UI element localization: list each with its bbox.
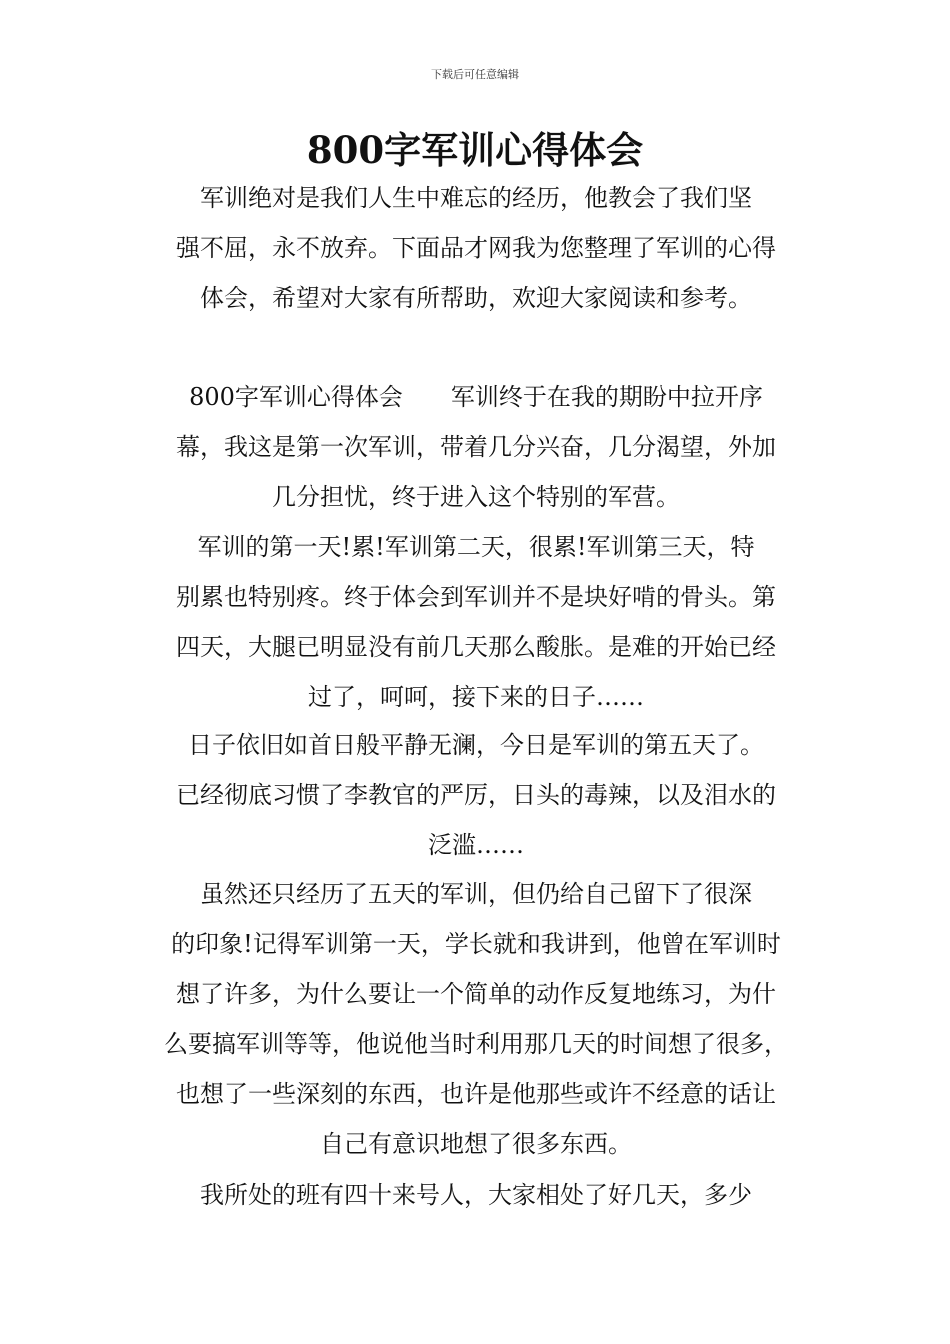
paragraph-line: 的印象!记得军训第一天，学长就和我讲到，他曾在军训时: [171, 930, 781, 958]
paragraph-line: 强不屈，永不放弃。下面品才网我为您整理了军训的心得: [176, 234, 776, 262]
paragraph-line: 军训的第一天!累!军训第二天，很累!军训第三天，特: [197, 533, 755, 561]
paragraph-line: 体会，希望对大家有所帮助，欢迎大家阅读和参考。: [200, 284, 752, 312]
paragraph-line: 我所处的班有四十来号人，大家相处了好几天，多少: [200, 1181, 752, 1209]
header-note: 下载后可任意编辑: [431, 68, 519, 81]
paragraph-line: 泛滥……: [428, 831, 524, 859]
paragraph-line: 想了许多，为什么要让一个简单的动作反复地练习，为什: [176, 980, 776, 1008]
paragraph-line: 四天，大腿已明显没有前几天那么酸胀。是难的开始已经: [176, 633, 776, 661]
paragraph-line: 已经彻底习惯了李教官的严厉，日头的毒辣，以及泪水的: [176, 781, 776, 809]
paragraph-line: 也想了一些深刻的东西，也许是他那些或许不经意的话让: [176, 1080, 776, 1108]
paragraph-line: 幕，我这是第一次军训，带着几分兴奋，几分渴望，外加: [176, 433, 776, 461]
paragraph-line: 么要搞军训等等，他说他当时利用那几天的时间想了很多，: [164, 1030, 788, 1058]
paragraph-line: 几分担忧，终于进入这个特别的军营。: [272, 483, 680, 511]
paragraph-line: 虽然还只经历了五天的军训，但仍给自己留下了很深: [200, 880, 752, 908]
paragraph-line: 军训绝对是我们人生中难忘的经历，他教会了我们坚: [200, 184, 752, 212]
paragraph-line: 自己有意识地想了很多东西。: [320, 1130, 632, 1158]
paragraph-line: 过了，呵呵，接下来的日子……: [308, 683, 644, 711]
document-title: 800字军训心得体会: [306, 128, 644, 172]
paragraph-line: 别累也特别疼。终于体会到军训并不是块好啃的骨头。第: [176, 583, 776, 611]
paragraph-line: 800字军训心得体会 军训终于在我的期盼中拉开序: [189, 383, 763, 411]
paragraph-line: 日子依旧如首日般平静无澜，今日是军训的第五天了。: [188, 731, 764, 759]
